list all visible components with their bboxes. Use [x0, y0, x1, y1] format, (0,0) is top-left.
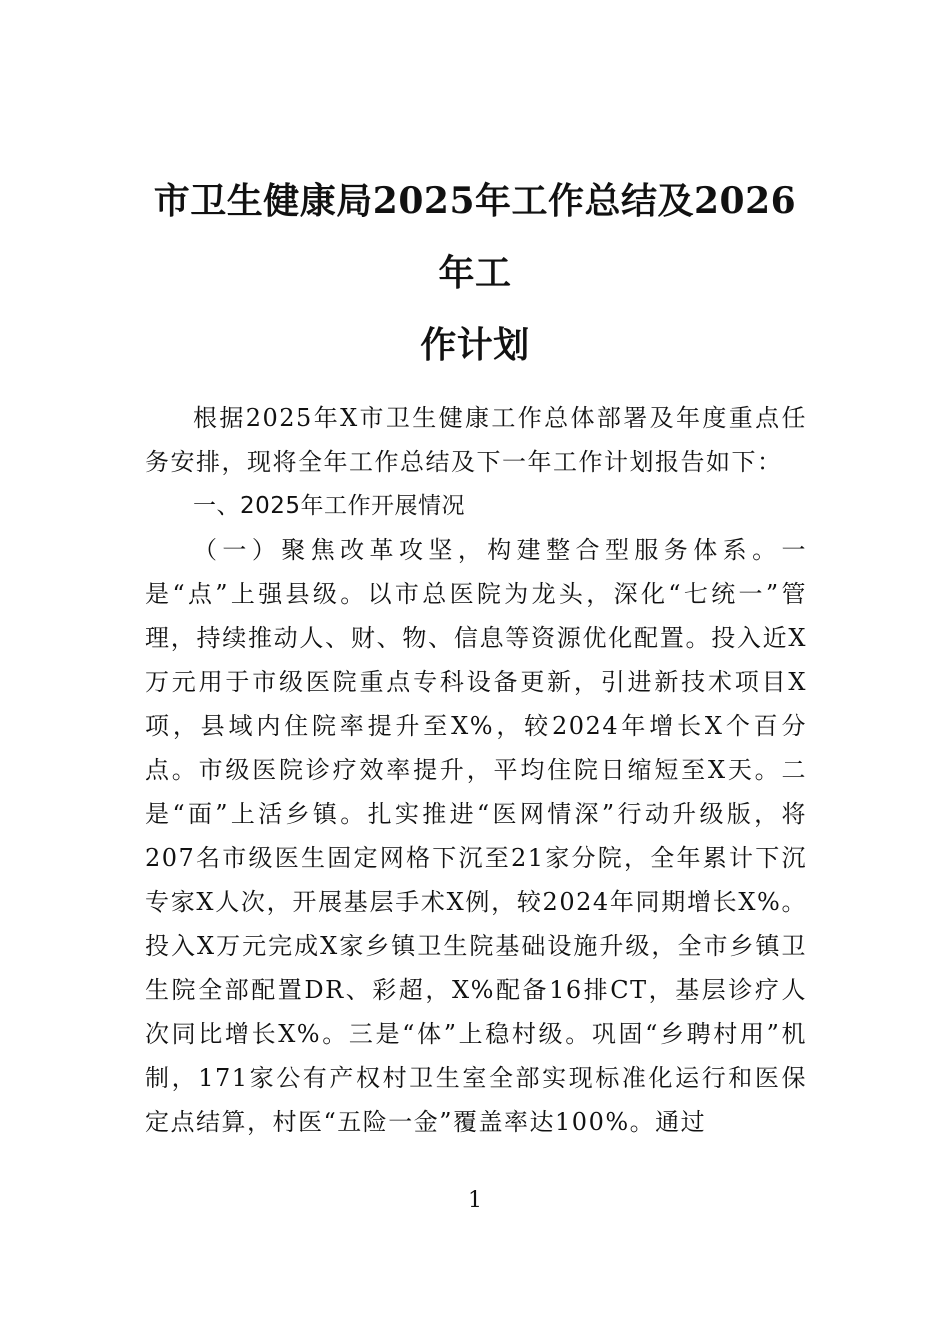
- title-line-1: 市卫生健康局2025年工作总结及2026年工: [153, 180, 797, 294]
- page-number: 1: [468, 1188, 482, 1213]
- section-1-paragraph-1: （一）聚焦改革攻坚，构建整合型服务体系。一是“点”上强县级。以市总医院为龙头，深化“七统一”管理，持续推动人、财、物、信息等资源优化配置。投入近X万元用于市级医院重点专科设备更新，引进新技术项目X项，县域内住院率提升至X%，较2024年增长X个百分点。市级医院诊疗效率提升，平均住院日缩短至X天。二是“面”上活乡镇。扎实推进“医网情深”行动升级版，将207名市级医生固定网格下沉至21家分院，全年累计下沉专家X人次，开展基层手术X例，较2024年同期增长X%。投入X万元完成X家乡镇卫生院基础设施升级，全市乡镇卫生院全部配置DR、彩超，X%配备16排CT，基层诊疗人次同比增长X%。三是“体”上稳村级。巩固“乡聘村用”机制，171家公有产权村卫生室全部实现标准化运行和医保定点结算，村医“五险一金”覆盖率达100%。通过: [145, 536, 807, 1136]
- intro-paragraph: 根据2025年X市卫生健康工作总体部署及年度重点任务安排，现将全年工作总结及下一年工作计划报告如下：: [145, 404, 807, 476]
- document-body: [145, 396, 807, 1144]
- page-title: [140, 165, 810, 381]
- section-heading-1: 一、2025年工作开展情况: [193, 493, 466, 519]
- title-line-2: 作计划: [420, 324, 530, 366]
